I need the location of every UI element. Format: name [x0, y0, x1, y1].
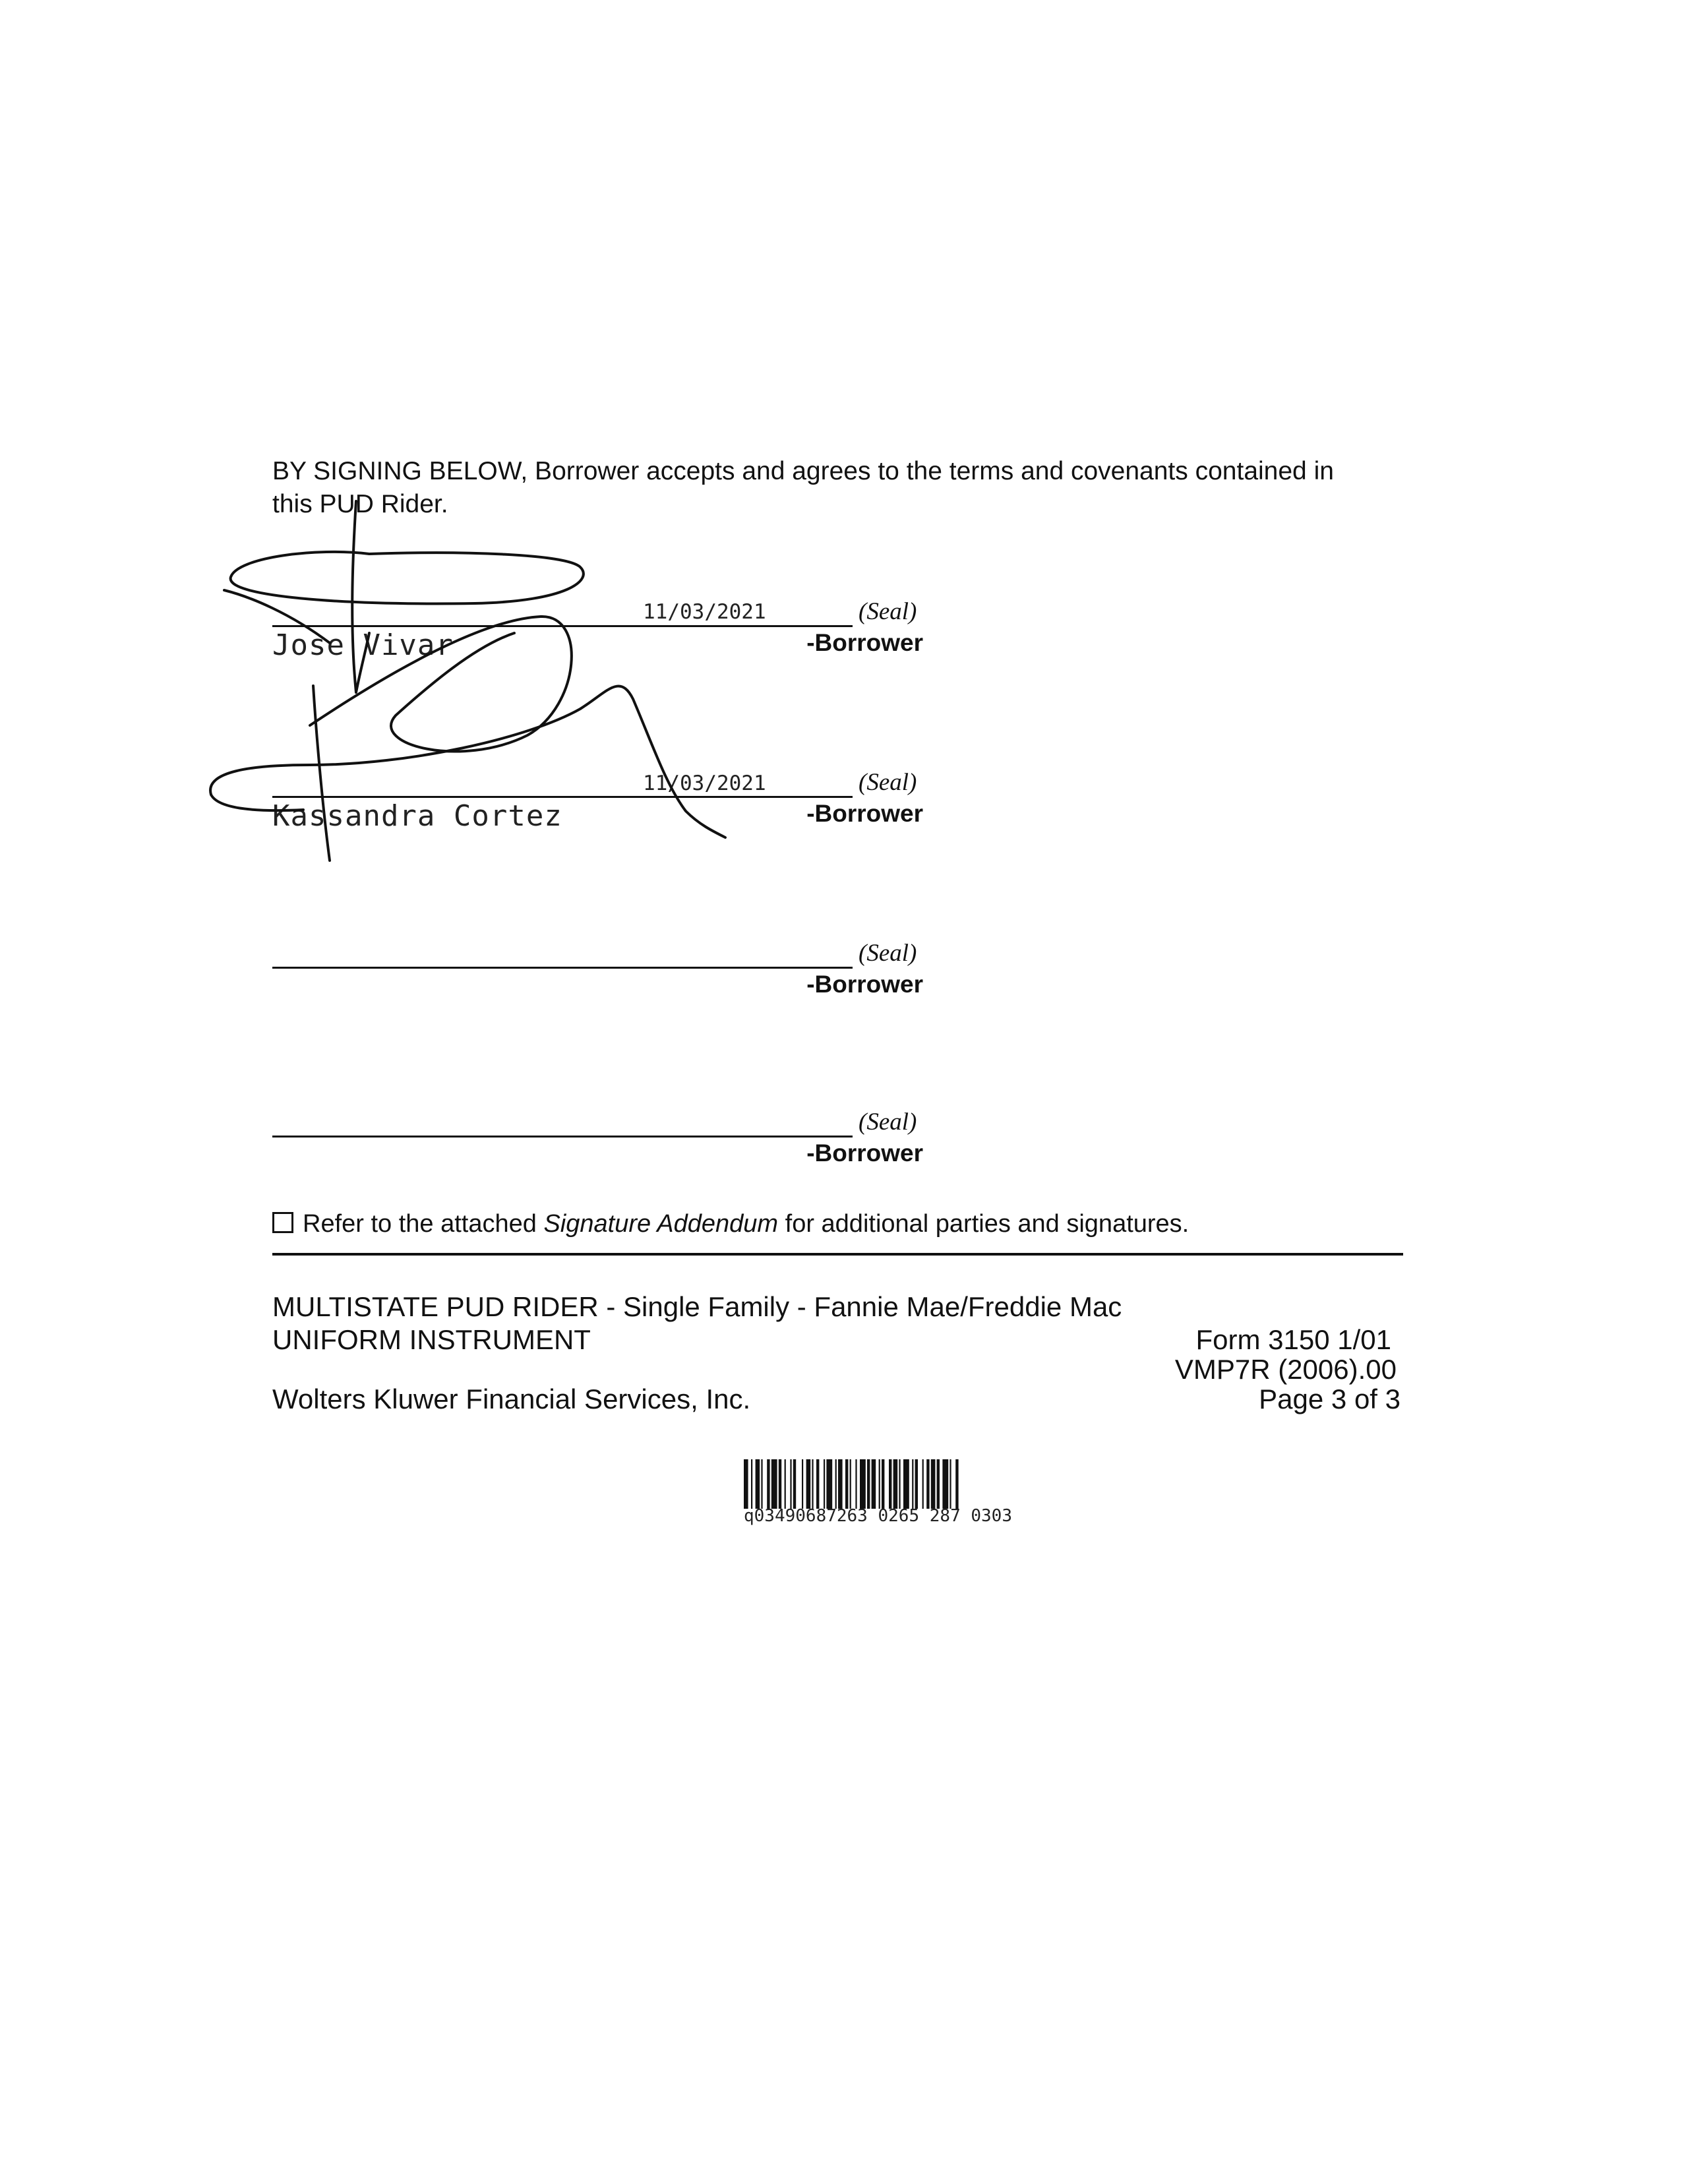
barcode-bar	[867, 1459, 870, 1509]
barcode-bar	[855, 1459, 857, 1509]
signature-1-stroke-a	[224, 590, 330, 643]
barcode-bar	[771, 1459, 777, 1509]
barcode-bar	[761, 1459, 762, 1509]
signature-role-3: -Borrower	[806, 971, 923, 998]
barcode-bar	[931, 1459, 936, 1509]
barcode-bar	[937, 1459, 940, 1509]
barcode-bar	[942, 1459, 948, 1509]
footer-page: Page 3 of 3	[1259, 1383, 1401, 1414]
barcode-bar	[767, 1459, 769, 1509]
footer-rule	[272, 1253, 1403, 1256]
signature-2-loop	[310, 617, 572, 752]
footer-company: Wolters Kluwer Financial Services, Inc.	[272, 1383, 751, 1414]
signature-date-1: 11/03/2021	[643, 600, 766, 624]
barcode-bar	[899, 1459, 900, 1509]
intro-line-1: BY SIGNING BELOW, Borrower accepts and agrees to the terms and covenants contained in	[272, 457, 1334, 485]
footer-form: Form 3150 1/01	[1195, 1324, 1391, 1355]
signature-role-4: -Borrower	[806, 1139, 923, 1167]
footer-title-line-2: UNIFORM INSTRUMENT	[272, 1324, 591, 1355]
barcode-bar	[835, 1459, 837, 1509]
barcode-bar	[926, 1459, 929, 1509]
barcode-bar	[785, 1459, 786, 1509]
barcode-bar	[838, 1459, 843, 1509]
barcode-bar	[950, 1459, 951, 1509]
barcode-bar	[779, 1459, 781, 1509]
signature-seal-2: (Seal)	[859, 769, 917, 796]
barcode-bar	[816, 1459, 819, 1509]
signature-seal-1: (Seal)	[859, 598, 917, 625]
addendum-prefix: Refer to the attached	[303, 1210, 544, 1238]
barcode-bar	[850, 1459, 851, 1509]
barcode-bar	[872, 1459, 876, 1509]
barcode-bar	[893, 1459, 898, 1509]
signature-seal-4: (Seal)	[859, 1108, 917, 1136]
barcode-bar	[845, 1459, 848, 1509]
signature-typed-name-2: Kassandra Cortez	[272, 799, 562, 833]
barcode-bar	[744, 1459, 748, 1509]
signature-typed-name-1: Jose Vivar	[272, 628, 454, 662]
signature-2-vertical	[313, 686, 330, 861]
barcode-bar	[756, 1459, 760, 1509]
signature-role-2: -Borrower	[806, 800, 923, 827]
signature-seal-3: (Seal)	[859, 940, 917, 967]
signature-2-tail	[211, 795, 303, 810]
signature-date-2: 11/03/2021	[643, 772, 766, 795]
barcode-bar	[802, 1459, 803, 1509]
barcode-bar	[806, 1459, 811, 1509]
barcode-bar	[915, 1459, 918, 1509]
signature-role-1: -Borrower	[806, 629, 923, 656]
barcode-bar	[922, 1459, 924, 1509]
signature-1-stroke-b	[352, 501, 369, 692]
barcode-bar	[889, 1459, 891, 1509]
addendum-suffix: for additional parties and signatures.	[778, 1210, 1190, 1238]
barcode-bar	[826, 1459, 832, 1509]
addendum-emph: Signature Addendum	[543, 1210, 779, 1238]
intro-line-2: this PUD Rider.	[272, 490, 448, 518]
barcode-bar	[860, 1459, 866, 1509]
barcode-bar	[879, 1459, 880, 1509]
barcode	[744, 1459, 1186, 1509]
addendum-note	[272, 1210, 1189, 1238]
addendum-checkbox[interactable]	[272, 1212, 293, 1233]
barcode-bar	[790, 1459, 791, 1509]
barcode-bar	[793, 1459, 796, 1509]
barcode-bar	[824, 1459, 825, 1509]
footer-code: VMP7R (2006).00	[1174, 1354, 1397, 1385]
barcode-bar	[812, 1459, 813, 1509]
signature-2-sweep	[210, 686, 725, 837]
barcode-bar	[751, 1459, 752, 1509]
barcode-number: q03490687263 0265 287 0303	[744, 1506, 1012, 1526]
barcode-bar	[882, 1459, 884, 1509]
barcode-bar	[903, 1459, 909, 1509]
barcode-bar	[912, 1459, 913, 1509]
footer-title-line-1: MULTISTATE PUD RIDER - Single Family - Fannie Mae/Freddie Mac	[272, 1291, 1122, 1322]
barcode-bar	[955, 1459, 958, 1509]
signature-1-loop	[231, 552, 584, 604]
